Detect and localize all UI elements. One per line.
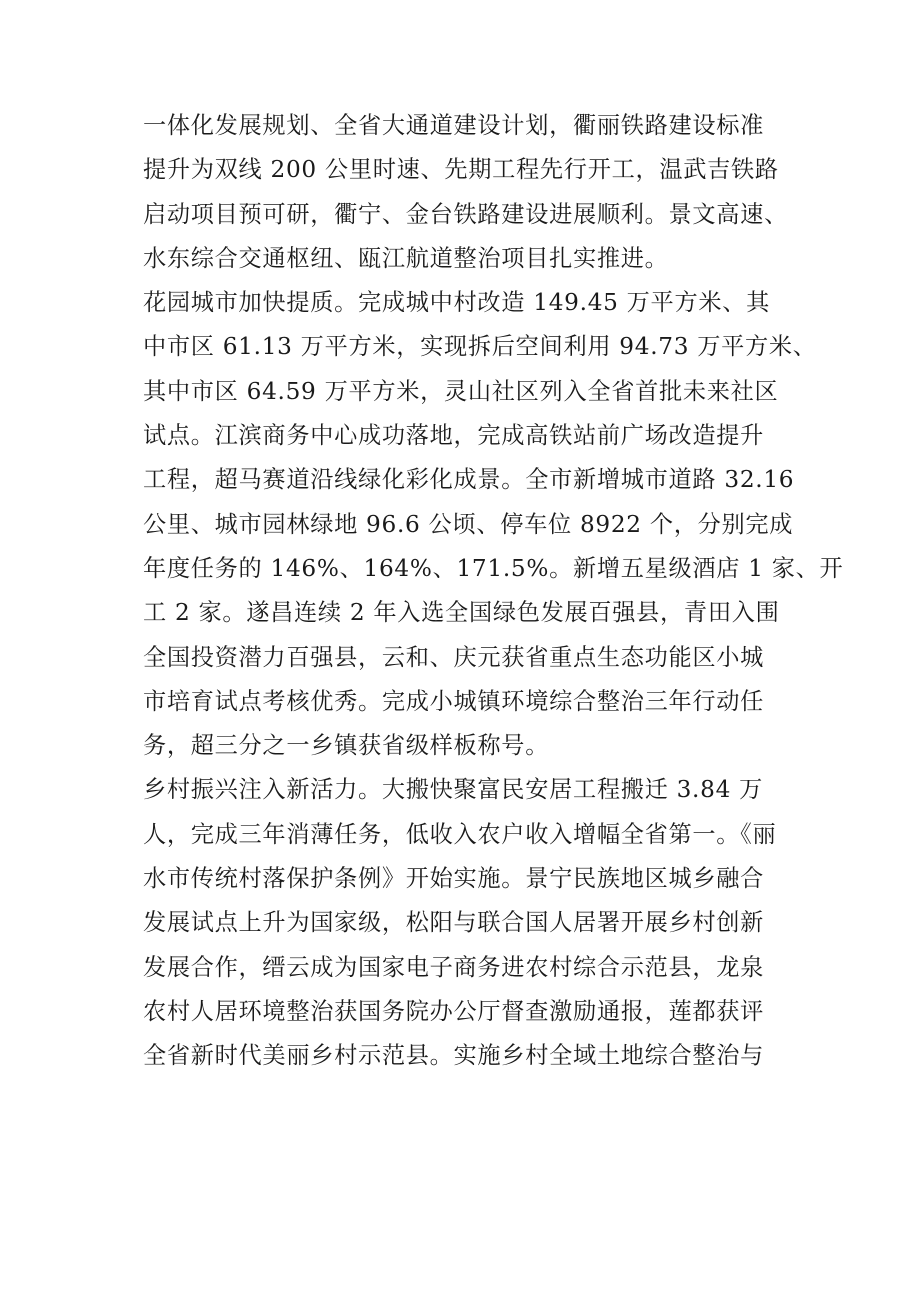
paragraph-garden-city (143, 281, 844, 768)
text-line: 全省新时代美丽乡村示范县。实施乡村全域土地综合整治与 (143, 1042, 765, 1070)
text-line: 花园城市加快提质。完成城中村改造 149.45 万平方米、其 (143, 289, 770, 317)
text-line: 人，完成三年消薄任务，低收入农户收入增幅全省第一。《丽 (143, 820, 777, 848)
text-line: 发展合作，缙云成为国家电子商务进农村综合示范县，龙泉 (143, 953, 765, 981)
text-line: 工程，超马赛道沿线绿化彩化成景。全市新增城市道路 32.16 (143, 466, 795, 494)
text-line: 务，超三分之一乡镇获省级样板称号。 (143, 732, 550, 760)
text-line: 中市区 61.13 万平方米，实现拆后空间利用 94.73 万平方米、 (143, 333, 817, 361)
text-line: 提升为双线 200 公里时速、先期工程先行开工，温武吉铁路 (143, 156, 779, 184)
text-line: 年度任务的 146%、164%、171.5%。新增五星级酒店 1 家、开 (143, 554, 844, 582)
paragraph-transport (143, 104, 788, 281)
text-line: 发展试点上升为国家级，松阳与联合国人居署开展乡村创新 (143, 909, 765, 937)
text-line: 市培育试点考核优秀。完成小城镇环境综合整治三年行动任 (143, 687, 765, 715)
text-line: 水市传统村落保护条例》开始实施。景宁民族地区城乡融合 (143, 865, 765, 893)
paragraph-rural-revitalization (143, 768, 783, 1078)
text-line: 全国投资潜力百强县，云和、庆元获省重点生态功能区小城 (143, 643, 765, 671)
document-body (143, 104, 844, 1079)
text-line: 工 2 家。遂昌连续 2 年入选全国绿色发展百强县，青田入围 (143, 599, 780, 627)
text-line: 乡村振兴注入新活力。大搬快聚富民安居工程搬迁 3.84 万 (143, 776, 763, 804)
text-line: 公里、城市园林绿地 96.6 公顷、停车位 8922 个，分别完成 (143, 510, 794, 538)
text-line: 启动项目预可研，衢宁、金台铁路建设进展顺利。景文高速、 (143, 200, 788, 228)
text-line: 一体化发展规划、全省大通道建设计划，衢丽铁路建设标准 (143, 112, 765, 139)
text-line: 水东综合交通枢纽、瓯江航道整治项目扎实推进。 (143, 244, 669, 272)
text-line: 其中市区 64.59 万平方米，灵山社区列入全省首批未来社区 (143, 377, 779, 405)
text-line: 试点。江滨商务中心成功落地，完成高铁站前广场改造提升 (143, 422, 765, 450)
text-line: 农村人居环境整治获国务院办公厅督查激励通报，莲都获评 (143, 997, 765, 1025)
